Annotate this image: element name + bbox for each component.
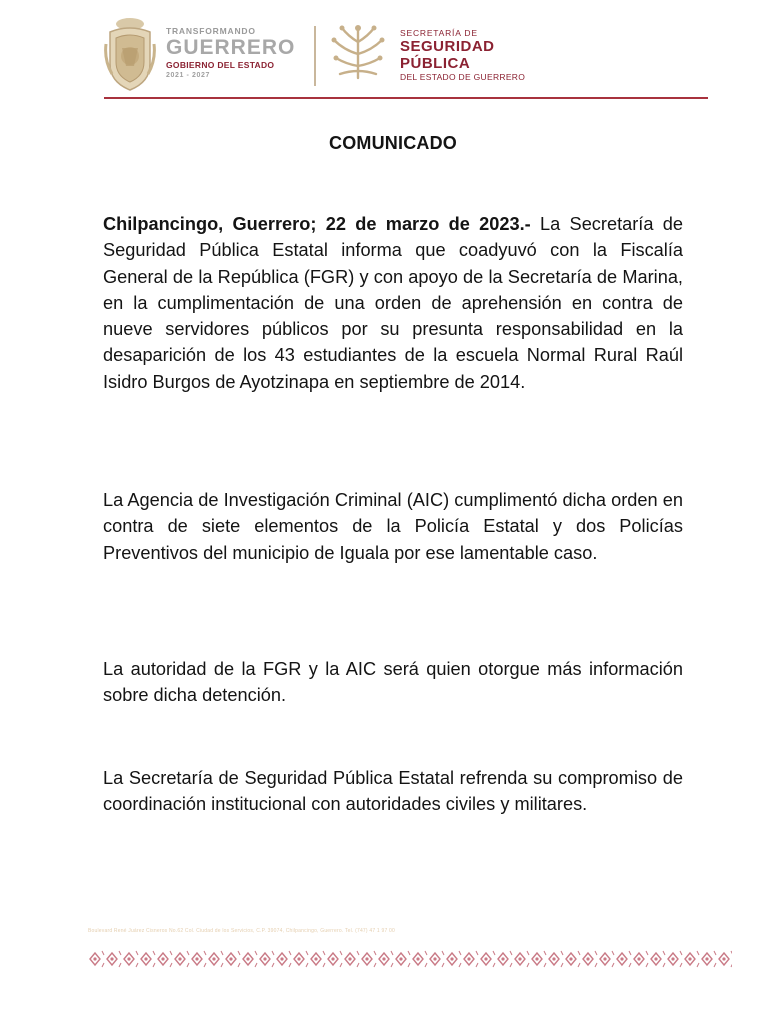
border-motif	[617, 951, 631, 967]
border-motif	[124, 951, 138, 967]
government-name: GUERRERO	[166, 36, 296, 59]
border-motif	[158, 951, 172, 967]
border-motif	[430, 951, 444, 967]
border-motif	[566, 951, 580, 967]
paragraph-2: La Agencia de Investigación Criminal (AIC) cumplimentó dicha orden en contra de siete elementos de la Policía Estatal y dos Policías Preventivos del municipio de Iguala por ese lamentable caso.	[103, 490, 683, 563]
border-motif	[515, 951, 529, 967]
government-wordmark	[166, 26, 306, 80]
border-motif	[260, 951, 274, 967]
secretariat-prefix: SECRETARÍA DE	[400, 28, 478, 38]
border-motif	[209, 951, 223, 967]
border-motif	[243, 951, 257, 967]
border-motif	[600, 951, 614, 967]
border-motif	[277, 951, 291, 967]
border-motif	[702, 951, 716, 967]
border-motif	[294, 951, 308, 967]
border-motif	[447, 951, 461, 967]
document-title: COMUNICADO	[329, 133, 457, 153]
border-motif	[549, 951, 563, 967]
header-rule	[104, 97, 708, 99]
border-motif	[175, 951, 189, 967]
paragraph-1	[103, 211, 683, 395]
border-motif	[192, 951, 206, 967]
decorative-footer-border	[86, 948, 732, 970]
border-motif	[532, 951, 546, 967]
border-motif	[583, 951, 597, 967]
government-tagline: TRANSFORMANDO	[166, 26, 256, 36]
dateline: Chilpancingo, Guerrero; 22 de marzo de 2023.-	[103, 214, 531, 234]
border-motif	[668, 951, 682, 967]
border-motif	[481, 951, 495, 967]
paragraph-3: La autoridad de la FGR y la AIC será quien otorgue más información sobre dicha detención.	[103, 659, 683, 706]
border-motif	[226, 951, 240, 967]
border-motif	[719, 951, 732, 967]
guerrero-coat-of-arms-icon	[104, 14, 156, 92]
footer-address: Boulevard René Juárez Cisneros No.62 Col. Ciudad de los Servicios, C.P. 39074, Chilpancingo, Guerrero. Tel. (747) 47 1 97 00	[88, 928, 395, 934]
border-motif	[90, 951, 104, 967]
secretariat-name-line1: SEGURIDAD	[400, 38, 495, 55]
government-period: 2021 - 2027	[166, 72, 210, 79]
secretariat-wordmark	[400, 28, 560, 82]
border-motif	[413, 951, 427, 967]
border-motif	[379, 951, 393, 967]
secretariat-state: DEL ESTADO DE GUERRERO	[400, 72, 526, 82]
paragraph-4: La Secretaría de Seguridad Pública Estatal refrenda su compromiso de coordinación institucional con autoridades civiles y militares.	[103, 768, 683, 815]
border-motif	[362, 951, 376, 967]
border-motif	[141, 951, 155, 967]
border-motif	[107, 951, 121, 967]
border-motif	[396, 951, 410, 967]
government-subtitle: GOBIERNO DEL ESTADO	[166, 60, 275, 70]
border-motif	[634, 951, 648, 967]
border-motif	[498, 951, 512, 967]
border-motif	[328, 951, 342, 967]
border-motif	[311, 951, 325, 967]
header-divider	[314, 26, 316, 86]
border-motif	[464, 951, 478, 967]
paragraph-1-body: La Secretaría de Seguridad Pública Estatal informa que coadyuvó con la Fiscalía General de la República (FGR) y con apoyo de la Secretaría de Marina, en la cumplimentación de una orden de aprehensión en contra de nueve servidores públicos por su presunta responsabilidad en la desaparición de los 43 estudiantes de la escuela Normal Rural Raúl Isidro Burgos de Ayotzinapa en septiembre de 2014.	[103, 214, 683, 392]
security-secretariat-emblem-icon	[326, 22, 390, 84]
letterhead	[100, 12, 710, 98]
border-motif	[685, 951, 699, 967]
border-motif	[345, 951, 359, 967]
border-motif	[651, 951, 665, 967]
secretariat-name-line2: PÚBLICA	[400, 55, 471, 72]
